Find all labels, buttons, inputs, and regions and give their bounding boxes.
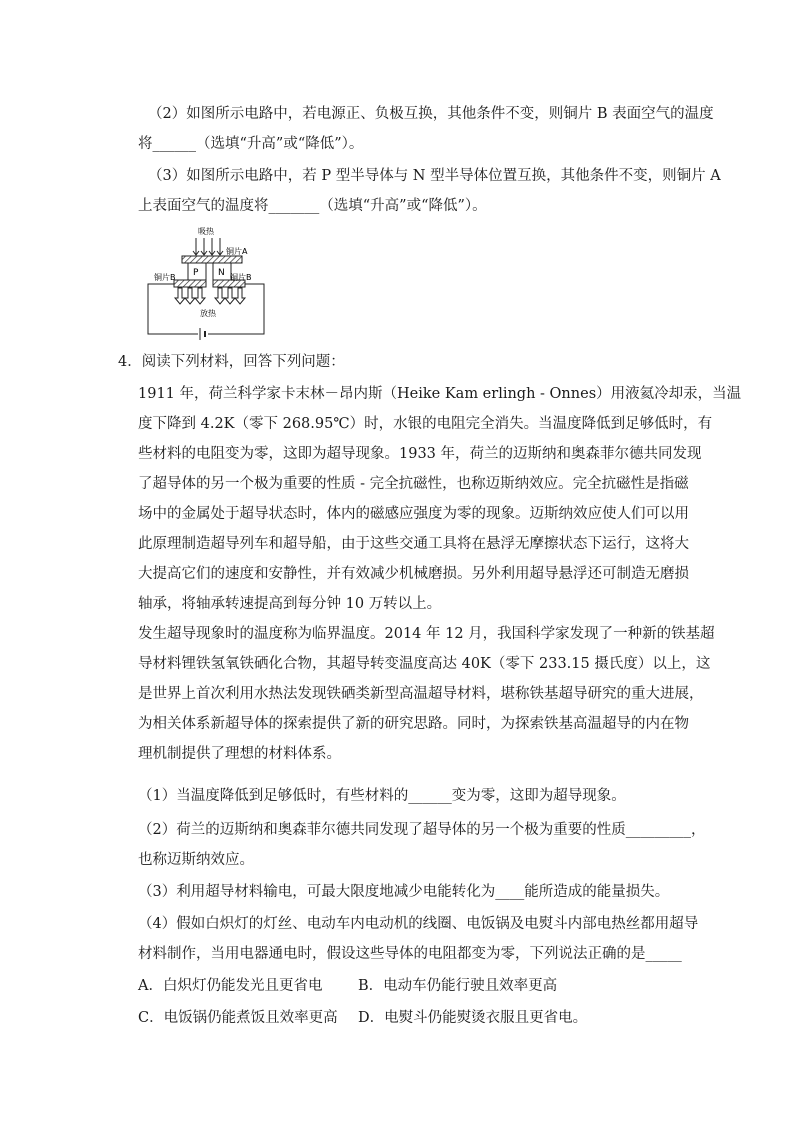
peltier-circuit-figure [138,224,273,340]
q4-para1-line: 度下降到 4.2K（零下 268.95℃）时，水银的电阻完全消失。当温度降低到足够低时，有 [138,416,713,432]
absorb-arrows [193,238,223,255]
q4-option-a: A．白炽灯仍能发光且更省电 [138,978,323,994]
q4-option-b: B．电动车仍能行驶且效率更高 [358,978,558,994]
q4-para2-line: 导材料锂铁氢氧铁硒化合物，其超导转变温度高达 40K（零下 233.15 摄氏度）以上，这 [138,656,711,672]
circuit-wire-right [208,284,264,334]
q4-para1-line: 了超导体的另一个极为重要的性质 - 完全抗磁性，也称迈斯纳效应。完全抗磁性是指磁 [138,476,689,492]
q4-para2-line: 为相关体系新超导体的探索提供了新的研究思路。同时，为探索铁基高温超导的内在物 [138,716,689,732]
q4-para1-line: 大提高它们的速度和安静性，并有效减少机械磨损。另外利用超导悬浮还可制造无磨损 [138,566,689,582]
q4-para2-line: 理机制提供了理想的材料体系。 [138,746,341,762]
q3-sub2-line2: 将______（选填“升高”或“降低”）。 [138,136,364,152]
figure-release-heat-label: 放热 [200,309,216,318]
q4-para2-line: 是世界上首次利用水热法发现铁硒类新型高温超导材料，堪称铁基超导研究的重大进展， [138,686,704,702]
q4-heading: 4．阅读下列材料，回答下列问题： [118,354,345,370]
q4-para1-line: 轴承，将轴承转速提高到每分钟 10 万转以上。 [138,596,442,612]
q4-sub2-line2: 也称迈斯纳效应。 [138,852,254,868]
q4-para1-line: 场中的金属处于超导状态时，体内的磁感应强度为零的现象。迈斯纳效应使人们可以用 [138,506,689,522]
q4-para1-line: 1911 年，荷兰科学家卡末林－昂内斯（Heike Kam erlingh - Onnes）用液氦冷却汞，当温 [138,386,742,402]
figure-copper-b-left-label: 铜片B [154,273,176,282]
q4-option-d: D．电熨斗仍能熨烫衣服且更省电。 [358,1010,588,1026]
figure-copper-b-right-label: 铜片B [230,273,252,282]
p-label: P [193,268,199,278]
q4-sub1: （1）当温度降低到足够低时，有些材料的______变为零，这即为超导现象。 [138,788,626,804]
q4-para1-line: 些材料的电阻变为零，这即为超导现象。1933 年，荷兰的迈斯纳和奥森菲尔德共同发现 [138,446,702,462]
q4-sub3: （3）利用超导材料输电，可最大限度地减少电能转化为____能所造成的能量损失。 [138,884,670,900]
q4-para2-line: 发生超导现象时的温度称为临界温度。2014 年 12 月，我国科学家发现了一种新的铁基超 [138,626,715,642]
q3-sub3-line2: 上表面空气的温度将_______（选填“升高”或“降低”）。 [138,198,487,214]
q3-sub3-line1: （3）如图所示电路中，若 P 型半导体与 N 型半导体位置互换，其他条件不变，则铜片 A [148,168,721,184]
release-arrows [175,288,245,304]
figure-absorb-heat-label: 吸热 [198,227,214,236]
q3-sub2-line1: （2）如图所示电路中，若电源正、负极互换，其他条件不变，则铜片 B 表面空气的温度 [148,106,714,122]
copper-plate-a [182,256,242,263]
q4-sub2-line1: （2）荷兰的迈斯纳和奥森菲尔德共同发现了超导体的另一个极为重要的性质_________， [138,822,706,838]
q4-sub4-line2: 材料制作，当用电器通电时，假设这些导体的电阻都变为零，下列说法正确的是_____ [138,946,682,962]
copper-plate-b-left [174,280,206,287]
q4-option-c: C．电饭锅仍能煮饭且效率更高 [138,1010,338,1026]
q4-para1-line: 此原理制造超导列车和超导船，由于这些交通工具将在悬浮无摩擦状态下运行，这将大 [138,536,689,552]
figure-copper-a-label: 铜片A [226,247,248,256]
q4-sub4-line1: （4）假如白炽灯的灯丝、电动车内电动机的线圈、电饭锅及电熨斗内部电热丝都用超导 [138,916,699,932]
n-label: N [218,268,225,278]
